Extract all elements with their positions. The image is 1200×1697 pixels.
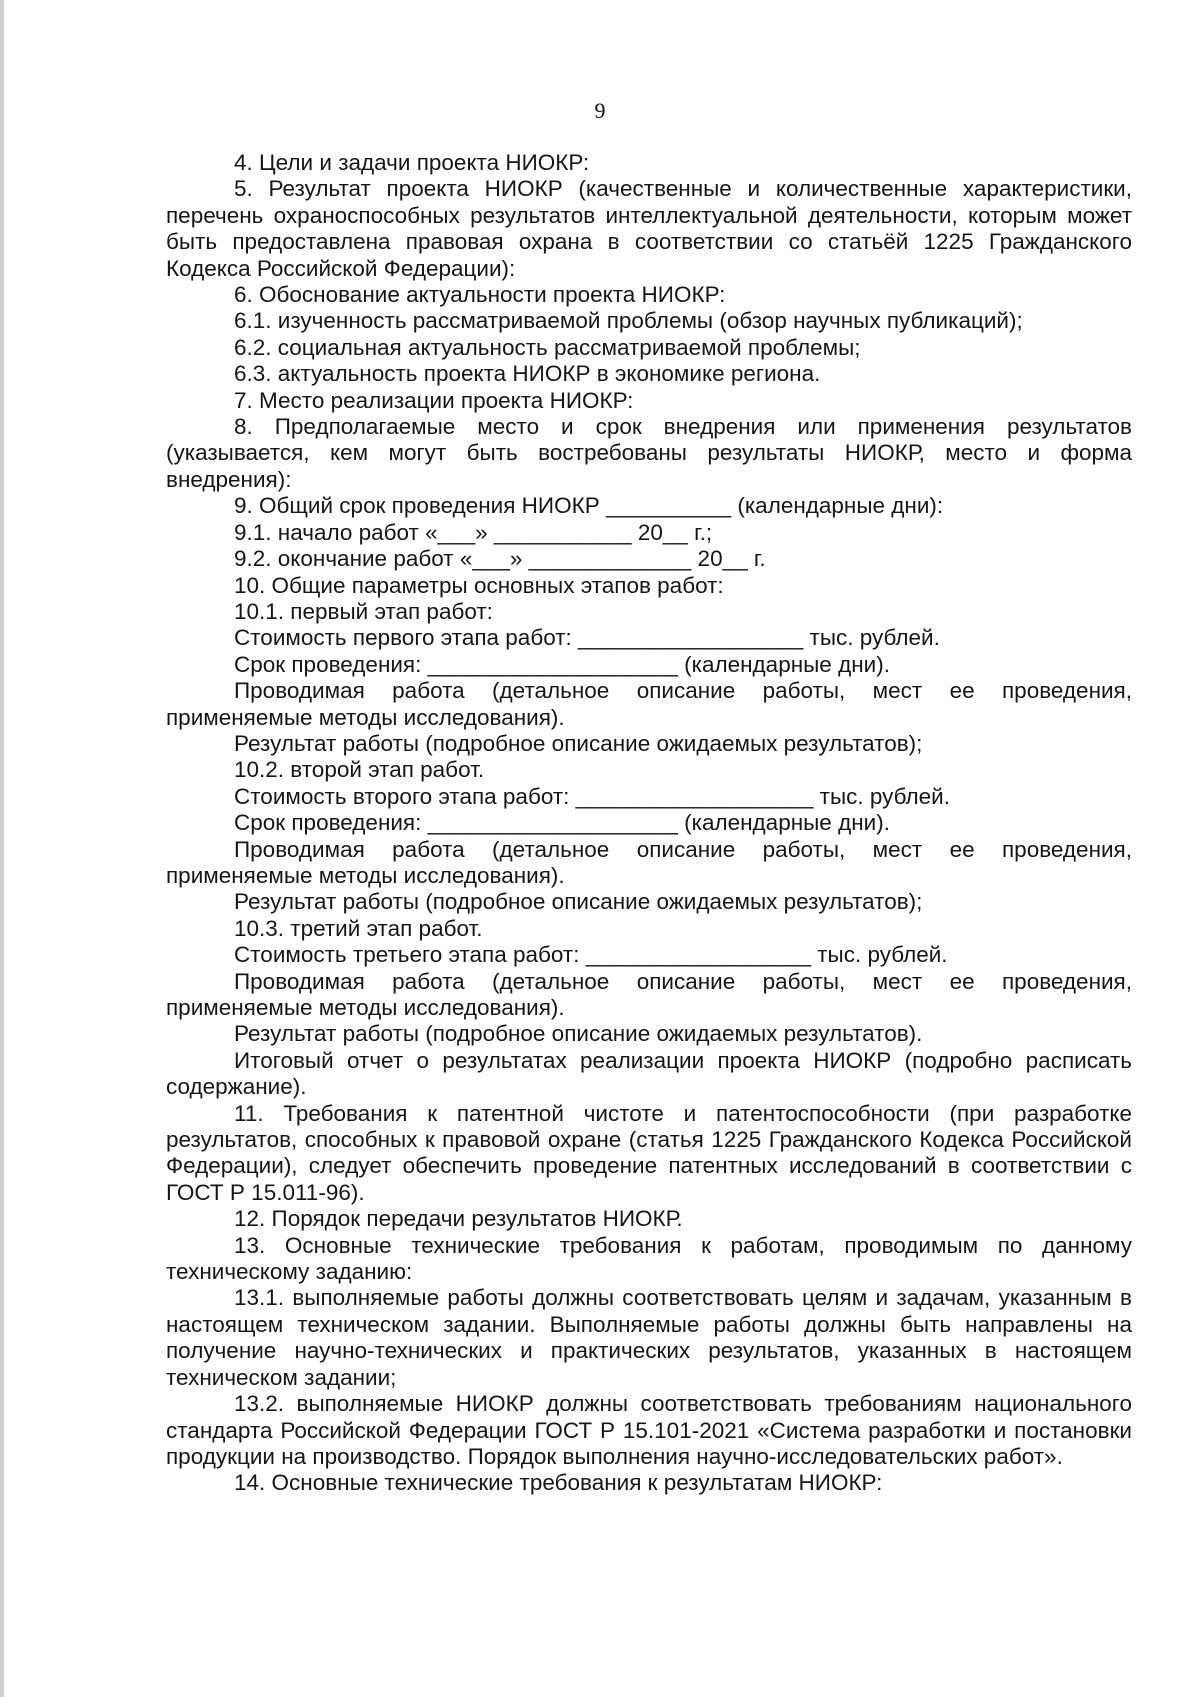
paragraph: Стоимость первого этапа работ: __________________ тыс. рублей. [234, 625, 940, 651]
paragraph: 11. Требования к патентной чистоте и патентоспособности (при разработке результатов, способных к правовой охране (статья 1225 Гражданского Кодекса Российской Федерации), следует обеспечить проведение патентных исследований в соответствии с ГОСТ Р 15.011-96). [166, 1100, 1132, 1205]
paragraph: Результат работы (подробное описание ожидаемых результатов). [234, 1021, 923, 1047]
paragraph: 9. Общий срок проведения НИОКР __________ (календарные дни): [234, 493, 944, 519]
paragraph: 6.3. актуальность проекта НИОКР в экономике региона. [234, 361, 821, 387]
paragraph: 7. Место реализации проекта НИОКР: [234, 387, 634, 413]
paragraph: Итоговый отчет о результатах реализации проекта НИОКР (подробно расписать содержание). [166, 1047, 1132, 1100]
paragraph: 13. Основные технические требования к работам, проводимым по данному техническому заданию: [166, 1232, 1132, 1285]
paragraph: Проводимая работа (детальное описание работы, мест ее проведения, применяемые методы исследования). [166, 968, 1132, 1020]
paragraph: 4. Цели и задачи проекта НИОКР: [234, 150, 590, 175]
paragraph: 13.2. выполняемые НИОКР должны соответствовать требованиям национального стандарта Российской Федерации ГОСТ Р 15.101-2021 «Система разработки и постановки продукции на производство. Порядок выполнения научно-исследовательских работ». [166, 1391, 1132, 1469]
paragraph: Результат работы (подробное описание ожидаемых результатов); [234, 730, 923, 756]
paragraph: 8. Предполагаемые место и срок внедрения или применения результатов (указывается, кем могут быть востребованы результаты НИОКР, место и форма внедрения): [166, 414, 1132, 492]
page-number: 9 [594, 98, 606, 123]
paragraph: 9.1. начало работ «___» ___________ 20__ г.; [234, 519, 713, 545]
paragraph: Результат работы (подробное описание ожидаемых результатов); [234, 889, 923, 915]
paragraph: Проводимая работа (детальное описание работы, мест ее проведения, применяемые методы исследования). [166, 836, 1132, 888]
paragraph: Срок проведения: ____________________ (календарные дни). [234, 651, 890, 677]
paragraph: 6. Обоснование актуальности проекта НИОКР: [234, 282, 726, 308]
paragraph: 13.1. выполняемые работы должны соответствовать целям и задачам, указанным в настоящем техническом задании. Выполняемые работы должны быть направлены на получение научно-технических и практических результатов, указанных в настоящем техническом задании; [166, 1285, 1132, 1390]
paragraph: 10.2. второй этап работ. [234, 757, 485, 783]
paragraph: 9.2. окончание работ «___» _____________ 20__ г. [234, 546, 766, 572]
paragraph: 10.1. первый этап работ: [234, 598, 493, 624]
paragraph: 6.2. социальная актуальность рассматриваемой проблемы; [234, 334, 861, 360]
document-body [166, 150, 1132, 1497]
paragraph: Стоимость третьего этапа работ: __________________ тыс. рублей. [234, 942, 948, 968]
paragraph: Проводимая работа (детальное описание работы, мест ее проведения, применяемые методы исследования). [166, 678, 1132, 730]
paragraph: 12. Порядок передачи результатов НИОКР. [234, 1206, 683, 1232]
paragraph: Срок проведения: ____________________ (календарные дни). [234, 810, 890, 836]
paragraph: 6.1. изученность рассматриваемой проблемы (обзор научных публикаций); [234, 308, 1023, 334]
paragraph: 14. Основные технические требования к результатам НИОКР: [234, 1470, 883, 1496]
paragraph: 10.3. третий этап работ. [234, 915, 483, 941]
paragraph: Стоимость второго этапа работ: ___________________ тыс. рублей. [234, 783, 951, 809]
paragraph: 10. Общие параметры основных этапов работ: [234, 572, 724, 598]
paragraph: 5. Результат проекта НИОКР (качественные и количественные характеристики, перечень охраноспособных результатов интеллектуальной деятельности, которым может быть предоставлена правовая охрана в соответствии со статьёй 1225 Гражданского Кодекса Российской Федерации): [166, 176, 1132, 281]
